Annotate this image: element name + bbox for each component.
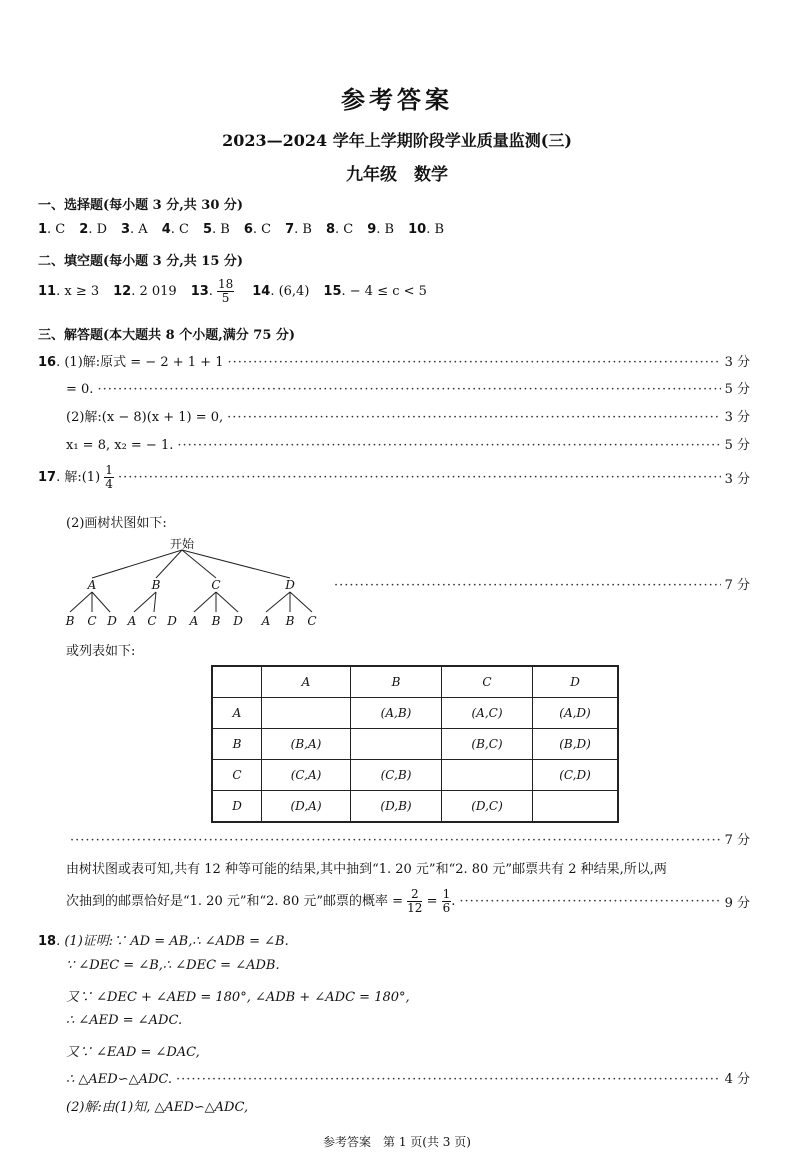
q17-line-5	[66, 888, 750, 915]
fill-answers	[38, 278, 427, 305]
q18-step-7	[66, 1096, 248, 1115]
q18-step-4	[66, 1013, 182, 1028]
q17-prob-fraction-1	[407, 888, 422, 915]
q18-step-3-text: 又∵ ∠DEC + ∠AED = 180°, ∠ADB + ∠ADC = 180°,	[66, 990, 410, 1005]
tree-node-c: C	[211, 578, 221, 592]
choice-answer: . C	[47, 222, 66, 237]
tree-leaf: A	[127, 614, 137, 628]
choice-answer: . C	[170, 222, 189, 237]
q17-prob-num-1: 2	[407, 888, 422, 902]
choice-number: 7	[285, 222, 295, 237]
table-cell: (D,C)	[442, 791, 533, 823]
table-cell	[351, 729, 442, 760]
table-cell: (C,A)	[262, 760, 351, 791]
table-header-cell: B	[351, 666, 442, 698]
q17-table-points-line	[66, 829, 750, 848]
table-header-cell: C	[442, 666, 533, 698]
q16-line-1	[38, 351, 750, 370]
q17-step-5: 次抽到的邮票恰好是“1. 20 元”和“2. 80 元”邮票的概率 =	[66, 894, 404, 909]
choice-answers	[38, 222, 458, 237]
q17-points-1: 3 分	[724, 472, 750, 487]
q16-points-1: 3 分	[724, 355, 750, 370]
q18-step-2-text: ∵ ∠DEC = ∠B,∴ ∠DEC = ∠ADB.	[66, 958, 280, 973]
choice-answer: . B	[376, 222, 395, 237]
q17-step-2: (2)画树状图如下:	[66, 516, 167, 531]
tree-leaf: A	[189, 614, 199, 628]
q16-step-1: . (1)解:原式 = − 2 + 1 + 1	[56, 355, 224, 370]
table-row	[212, 729, 618, 760]
choice-number: 9	[367, 222, 377, 237]
choice-answer: . B	[426, 222, 445, 237]
q17-frac-denominator: 4	[105, 477, 113, 491]
tree-leaf: C	[147, 614, 157, 628]
choice-answer: . B	[212, 222, 230, 237]
q16-points-2: 5 分	[724, 382, 750, 397]
q11-number: 11	[38, 284, 57, 299]
q18-step-7-text: (2)解:由(1)知, △AED∽△ADC,	[66, 1100, 249, 1115]
choice-number: 1	[38, 222, 48, 237]
q16-step-2: = 0.	[66, 382, 94, 397]
q18-step-5-text: 又∵ ∠EAD = ∠DAC,	[66, 1045, 200, 1060]
table-row	[212, 791, 618, 823]
q13-denominator: 5	[221, 291, 230, 305]
tree-root: 开始	[169, 537, 195, 551]
table-cell: (D,A)	[262, 791, 351, 823]
table-cell	[442, 760, 533, 791]
q18-points-6: 4 分	[724, 1072, 750, 1087]
tree-leaf: B	[285, 614, 295, 628]
grade-subject: 九年级 数学	[346, 165, 448, 185]
q16-number: 16	[38, 355, 57, 370]
table-header-cell: A	[262, 666, 351, 698]
choice-number: 2	[79, 222, 89, 237]
q12-answer: . 2 019	[131, 284, 177, 299]
q17-prob-den-2: 6	[442, 901, 451, 915]
table-row-header: D	[212, 791, 262, 823]
solve-section-header: 三、解答题(本大题共 8 个小题,满分 75 分)	[38, 328, 296, 343]
tree-leaf: C	[307, 614, 317, 628]
q17-points-5: 9 分	[724, 896, 750, 911]
choice-answer: . D	[88, 222, 107, 237]
q16-points-4: 5 分	[724, 438, 750, 453]
q18-step-6: ∴ △AED∽△ADC.	[66, 1072, 173, 1087]
outcome-table	[211, 665, 619, 823]
table-cell	[533, 791, 619, 823]
tree-leaf: A	[261, 614, 271, 628]
q18-line-1	[38, 930, 289, 949]
q17-step-4: 由树状图或表可知,共有 12 种等可能的结果,其中抽到“1. 20 元”和“2. 80 元”邮票共有 2 种结果,所以,两	[66, 862, 667, 877]
q17-line-1	[38, 464, 750, 491]
q13-dot: .	[208, 284, 213, 299]
table-row	[212, 698, 618, 729]
table-row	[212, 760, 618, 791]
q18-step-2	[66, 958, 280, 973]
q15-number: 15	[323, 284, 342, 299]
q18-step-3	[66, 986, 410, 1005]
choice-number: 5	[202, 222, 213, 237]
q13-fraction	[217, 278, 234, 305]
q17-tree-points-line	[330, 574, 750, 593]
table-cell: (A,B)	[351, 698, 442, 729]
table-cell: (A,C)	[442, 698, 533, 729]
fill-section-header: 二、填空题(每小题 3 分,共 15 分)	[38, 254, 244, 269]
tree-diagram	[56, 534, 336, 630]
table-cell	[212, 666, 262, 698]
q18-step-1: . (1)证明:∵ AD = AB,∴ ∠ADB = ∠B.	[56, 934, 289, 949]
table-row	[212, 666, 618, 698]
q18-step-4-text: ∴ ∠AED = ∠ADC.	[66, 1013, 183, 1028]
tree-node-d: D	[285, 578, 295, 592]
tree-leaf: B	[65, 614, 75, 628]
choice-number: 8	[325, 222, 336, 237]
q13-number: 13	[190, 284, 209, 299]
choice-number: 3	[121, 222, 131, 237]
choice-answer: . A	[130, 222, 148, 237]
q16-line-2	[66, 378, 750, 397]
table-cell: (B,D)	[533, 729, 619, 760]
q17-step-1: . 解:(1)	[56, 470, 101, 485]
q18-step-5	[66, 1041, 200, 1060]
choice-number: 6	[243, 222, 253, 237]
q18-line-6	[66, 1068, 750, 1087]
q11-answer: . x ≥ 3	[56, 284, 100, 299]
table-cell: (D,B)	[351, 791, 442, 823]
choice-answer: . B	[294, 222, 312, 237]
tree-leaf: D	[107, 614, 117, 628]
q15-answer: . − 4 ≤ c < 5	[341, 284, 427, 299]
q16-step-4: x₁ = 8, x₂ = − 1.	[66, 438, 174, 453]
table-row-header: B	[212, 729, 262, 760]
exam-subtitle: 2023—2024 学年上学期阶段学业质量监测(三)	[222, 131, 572, 150]
table-cell: (C,B)	[351, 760, 442, 791]
q17-step-3: 或列表如下:	[66, 644, 136, 659]
q16-points-3: 3 分	[724, 410, 750, 425]
choice-answer: . C	[252, 222, 272, 237]
tree-leaf: D	[167, 614, 177, 628]
q16-line-3	[66, 406, 750, 425]
table-row-header: A	[212, 698, 262, 729]
q17-prob-fraction-2	[442, 888, 452, 915]
tree-node-a: A	[87, 578, 97, 592]
choice-number: 4	[161, 222, 171, 237]
page-title: 参考答案	[341, 85, 453, 114]
q17-period: .	[451, 894, 456, 909]
q14-number: 14	[252, 284, 271, 299]
q14-answer: . (6,4)	[270, 284, 310, 299]
tree-node-b: B	[151, 578, 161, 592]
q13-numerator: 18	[217, 277, 234, 291]
q17-fraction	[104, 464, 114, 491]
tree-leaf: B	[211, 614, 221, 628]
table-cell: (A,D)	[533, 698, 619, 729]
choice-section-header: 一、选择题(每小题 3 分,共 30 分)	[38, 198, 244, 213]
q16-step-3: (2)解:(x − 8)(x + 1) = 0,	[66, 410, 224, 425]
q17-number: 17	[38, 470, 57, 485]
table-cell: (B,A)	[262, 729, 351, 760]
table-cell: (C,D)	[533, 760, 619, 791]
q18-number: 18	[38, 934, 57, 949]
table-row-header: C	[212, 760, 262, 791]
q17-equals: =	[426, 894, 438, 909]
q17-tree-points: 7 分	[724, 578, 750, 593]
table-header-cell: D	[533, 666, 619, 698]
q17-frac-numerator: 1	[105, 463, 113, 477]
tree-leaf: C	[87, 614, 97, 628]
choice-number: 10	[408, 222, 427, 237]
table-cell	[262, 698, 351, 729]
table-cell: (B,C)	[442, 729, 533, 760]
q16-line-4	[66, 434, 750, 453]
q17-table-points: 7 分	[724, 833, 750, 848]
q12-number: 12	[113, 284, 132, 299]
page-footer: 参考答案 第 1 页(共 3 页)	[323, 1135, 471, 1149]
q17-prob-den-1: 12	[407, 901, 423, 915]
choice-answer: . C	[335, 222, 354, 237]
tree-leaf: D	[233, 614, 243, 628]
q17-prob-num-2: 1	[442, 887, 451, 901]
